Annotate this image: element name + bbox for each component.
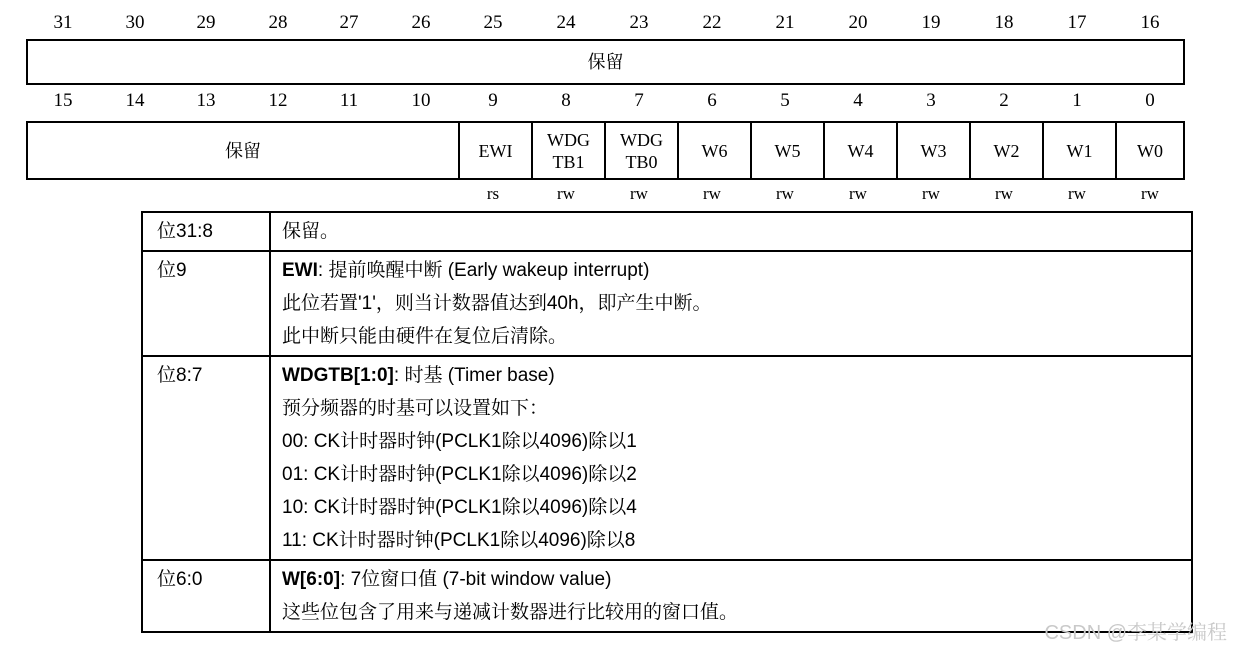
bit-number: 3	[926, 90, 936, 111]
bit-number: 17	[1067, 12, 1087, 33]
bit-description	[270, 212, 1192, 251]
field-heading	[282, 359, 1183, 392]
bit-number: 26	[411, 12, 431, 33]
table-row	[142, 251, 1192, 356]
table-row	[142, 356, 1192, 560]
bit-description	[270, 356, 1192, 560]
bit-number: 27	[339, 12, 359, 33]
bit-range: 位6:0	[142, 560, 270, 632]
field-w2: W2	[969, 123, 1042, 178]
access-type: rw	[557, 184, 575, 203]
field-w4: W4	[823, 123, 896, 178]
field-w6: W6	[677, 123, 750, 178]
bit-number: 4	[853, 90, 863, 111]
bit-number: 28	[268, 12, 288, 33]
field-wdgtb0: WDG TB0	[604, 123, 677, 178]
watermark: CSDN @李某学编程	[1044, 622, 1227, 644]
bit-range: 位31:8	[142, 212, 270, 251]
description-line: 此中断只能由硬件在复位后清除。	[282, 326, 568, 347]
table-row	[142, 560, 1192, 632]
field-ewi: EWI	[458, 123, 531, 178]
description-line: 00: CK计时器时钟(PCLK1除以4096)除以1	[282, 431, 637, 452]
access-type: rw	[922, 184, 940, 203]
register-lower	[26, 121, 1185, 180]
description-line: 此位若置'1'，则当计数器值达到40h，即产生中断。	[282, 293, 712, 314]
bit-number: 22	[702, 12, 722, 33]
bit-number: 11	[339, 90, 359, 111]
bit-description	[270, 251, 1192, 356]
field-name: EWI	[282, 260, 318, 281]
bit-number: 19	[921, 12, 941, 33]
upper-bit-numbers	[0, 12, 1233, 36]
bit-number: 20	[848, 12, 868, 33]
bit-number: 31	[53, 12, 73, 33]
bit-number: 18	[994, 12, 1014, 33]
bit-description-table	[141, 211, 1193, 633]
description-line: 预分频器的时基可以设置如下：	[282, 398, 549, 419]
description-line: 01: CK计时器时钟(PCLK1除以4096)除以2	[282, 464, 637, 485]
bit-number: 25	[483, 12, 503, 33]
field-w5: W5	[750, 123, 823, 178]
access-type: rw	[776, 184, 794, 203]
access-type: rs	[486, 184, 500, 203]
bit-number: 10	[411, 90, 431, 111]
bit-number: 7	[634, 90, 644, 111]
reserved-field-lower: 保留	[225, 140, 261, 161]
bit-range: 位8:7	[142, 356, 270, 560]
bit-number: 21	[775, 12, 795, 33]
field-title: : 时基 (Timer base)	[393, 365, 555, 386]
bit-number: 0	[1145, 90, 1155, 111]
field-heading	[282, 254, 1183, 287]
field-wdgtb1: WDG TB1	[531, 123, 604, 178]
bit-number: 23	[629, 12, 649, 33]
reserved-field-upper: 保留	[587, 52, 624, 72]
bit-number: 30	[125, 12, 145, 33]
bit-number: 14	[125, 90, 145, 111]
field-title: : 7位窗口值 (7-bit window value)	[340, 569, 612, 590]
register-upper	[26, 39, 1185, 85]
access-type: rw	[849, 184, 867, 203]
bit-number: 29	[196, 12, 216, 33]
bit-range: 位9	[142, 251, 270, 356]
bit-number: 2	[999, 90, 1009, 111]
field-name: WDGTB[1:0]	[282, 365, 394, 386]
bit-number: 6	[707, 90, 717, 111]
description-line: 这些位包含了用来与递减计数器进行比较用的窗口值。	[282, 602, 739, 623]
field-w3: W3	[896, 123, 969, 178]
bit-number: 12	[268, 90, 288, 111]
description-line: 保留。	[282, 221, 340, 242]
field-w1: W1	[1042, 123, 1115, 178]
bit-number: 5	[780, 90, 790, 111]
bit-number: 24	[556, 12, 576, 33]
bit-number: 9	[488, 90, 498, 111]
access-type: rw	[703, 184, 721, 203]
bit-number: 8	[561, 90, 571, 111]
field-w0: W0	[1115, 123, 1183, 178]
table-row	[142, 212, 1192, 251]
lower-bit-numbers	[0, 90, 1233, 114]
bit-number: 1	[1072, 90, 1082, 111]
bit-number: 13	[196, 90, 216, 111]
access-type: rw	[1141, 184, 1159, 203]
description-line: 10: CK计时器时钟(PCLK1除以4096)除以4	[282, 497, 637, 518]
field-title: : 提前唤醒中断 (Early wakeup interrupt)	[317, 260, 650, 281]
access-type: rw	[1068, 184, 1086, 203]
bit-number: 15	[53, 90, 73, 111]
description-line: 11: CK计时器时钟(PCLK1除以4096)除以8	[282, 530, 636, 551]
access-type: rw	[995, 184, 1013, 203]
access-row	[0, 184, 1233, 206]
bit-number: 16	[1140, 12, 1160, 33]
field-heading	[282, 563, 1183, 596]
access-type: rw	[630, 184, 648, 203]
field-name: W[6:0]	[282, 569, 341, 590]
